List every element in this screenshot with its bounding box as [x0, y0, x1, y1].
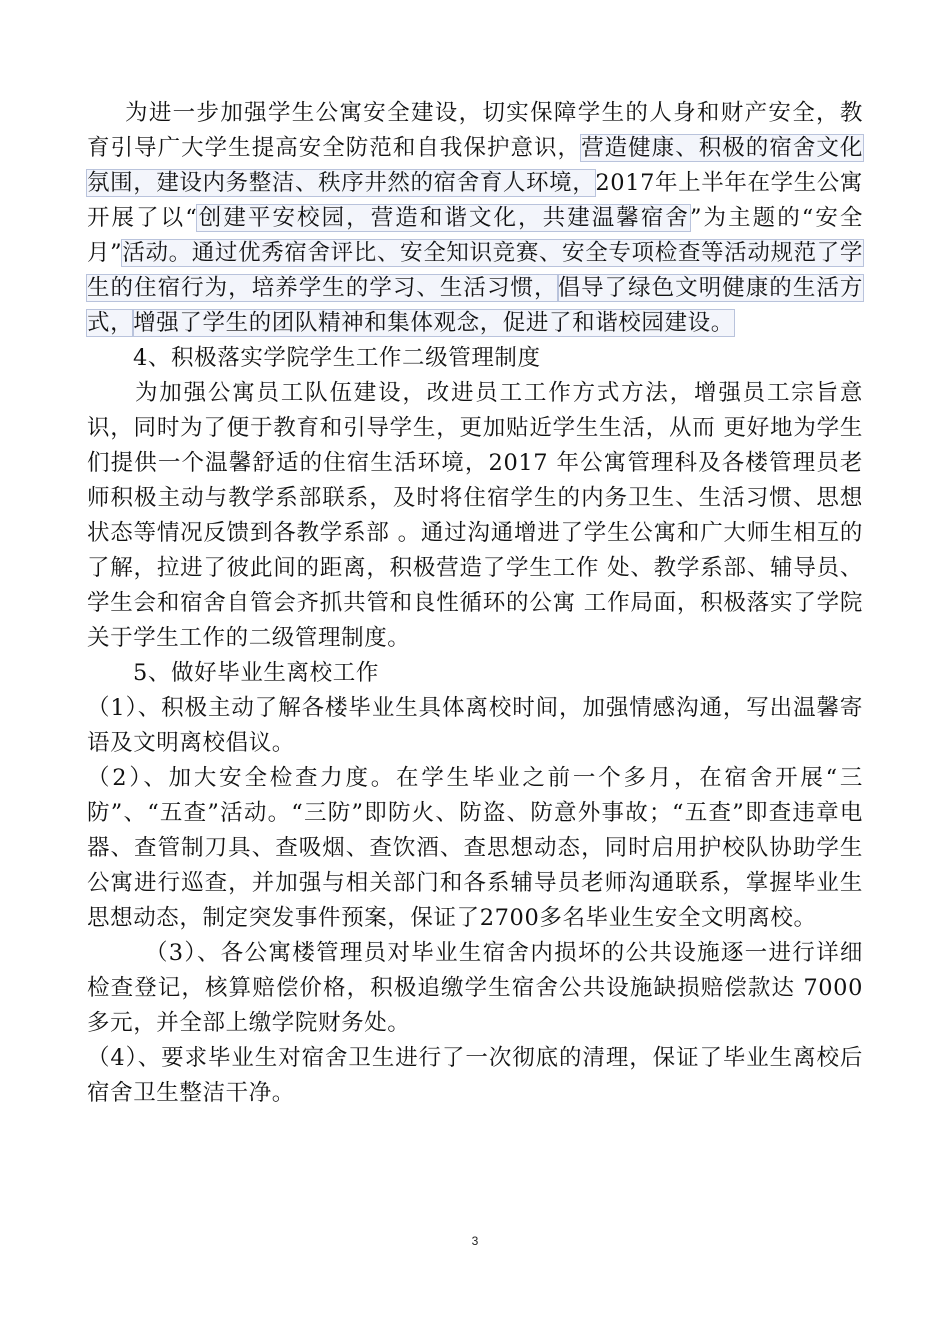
list-item-4: （4）、要求毕业生对宿舍卫生进行了一次彻底的清理，保证了毕业生离校后宿舍卫生整洁干净。 [87, 1045, 863, 1106]
highlighted-text: 创建平安校园，营造和谐文化，共建温馨宿舍 [197, 205, 690, 231]
paragraph-management: 为加强公寓员工队伍建设，改进员工工作方式方法，增强员工宗旨意识，同时为了便于教育和引导学生，更加贴近学生生活，从而 更好地为学生们提供一个温馨舒适的住宿生活环境，2017 年公寓管理科及各楼管理员老师积极主动与教学系部联系，及时将住宿学生的内务卫生、生活习惯、思想状态等情况反馈到各教学系部 。通过沟通增进了学生公寓和广大师生相互的了解，拉进了彼此间的距离，积极营造了学生工作 处、教学系部、辅导员、学生会和宿舍自管会齐抓共管和良性循环的公寓 工作局面，积极落实了学院关于学生工作的二级管理制度。 [87, 380, 863, 651]
highlighted-text: 倡导了绿色文明健康的生活方式， [87, 275, 863, 336]
page-number: 3 [471, 1234, 479, 1248]
text-segment: ”为主题的“安全月” [87, 205, 863, 266]
highlighted-text: 营造健康、积极的宿舍文化氛围，建设内务整洁、秩序井然的宿舍育人环境， [87, 135, 863, 196]
list-item-1: （1）、积极主动了解各楼毕业生具体离校时间，加强情感沟通，写出温馨寄语及文明离校倡议。 [87, 695, 863, 756]
paragraph-safety-month [87, 96, 863, 341]
text-segment: 2017年上半年在学生公寓开展了以“ [87, 170, 864, 231]
section-heading-5: 5、做好毕业生离校工作 [133, 660, 379, 686]
document-body [87, 96, 863, 1111]
section-heading-4: 4、积极落实学院学生工作二级管理制度 [133, 345, 541, 371]
highlighted-text: 活动。通过优秀宿舍评比、安全知识竞赛、安全专项检查等活动规范了学生的住宿行为，培养学生的学习、生活习惯， [87, 240, 864, 301]
highlighted-text: 增强了学生的团队精神和集体观念，促进了和谐校园建设。 [133, 310, 734, 336]
list-item-2: （2）、加大安全检查力度。在学生毕业之前一个多月，在宿舍开展“三防”、“五查”活动。“三防”即防火、防盗、防意外事故；“五查”即查违章电器、查管制刀具、查吸烟、查饮酒、查思想动态，同时启用护校队协助学生公寓进行巡查，并加强与相关部门和各系辅导员老师沟通联系，掌握毕业生思想动态，制定突发事件预案，保证了2700多名毕业生安全文明离校。 [87, 765, 863, 931]
text-segment: 为进一步加强学生公寓安全建设，切实保障学生的人身和财产安全，教育引导广大学生提高安全防范和自我保护意识， [87, 100, 863, 161]
list-item-3: （3）、各公寓楼管理员对毕业生宿舍内损坏的公共设施逐一进行详细检查登记，核算赔偿价格，积极追缴学生宿舍公共设施缺损赔偿款达 7000多元，并全部上缴学院财务处。 [87, 940, 863, 1036]
